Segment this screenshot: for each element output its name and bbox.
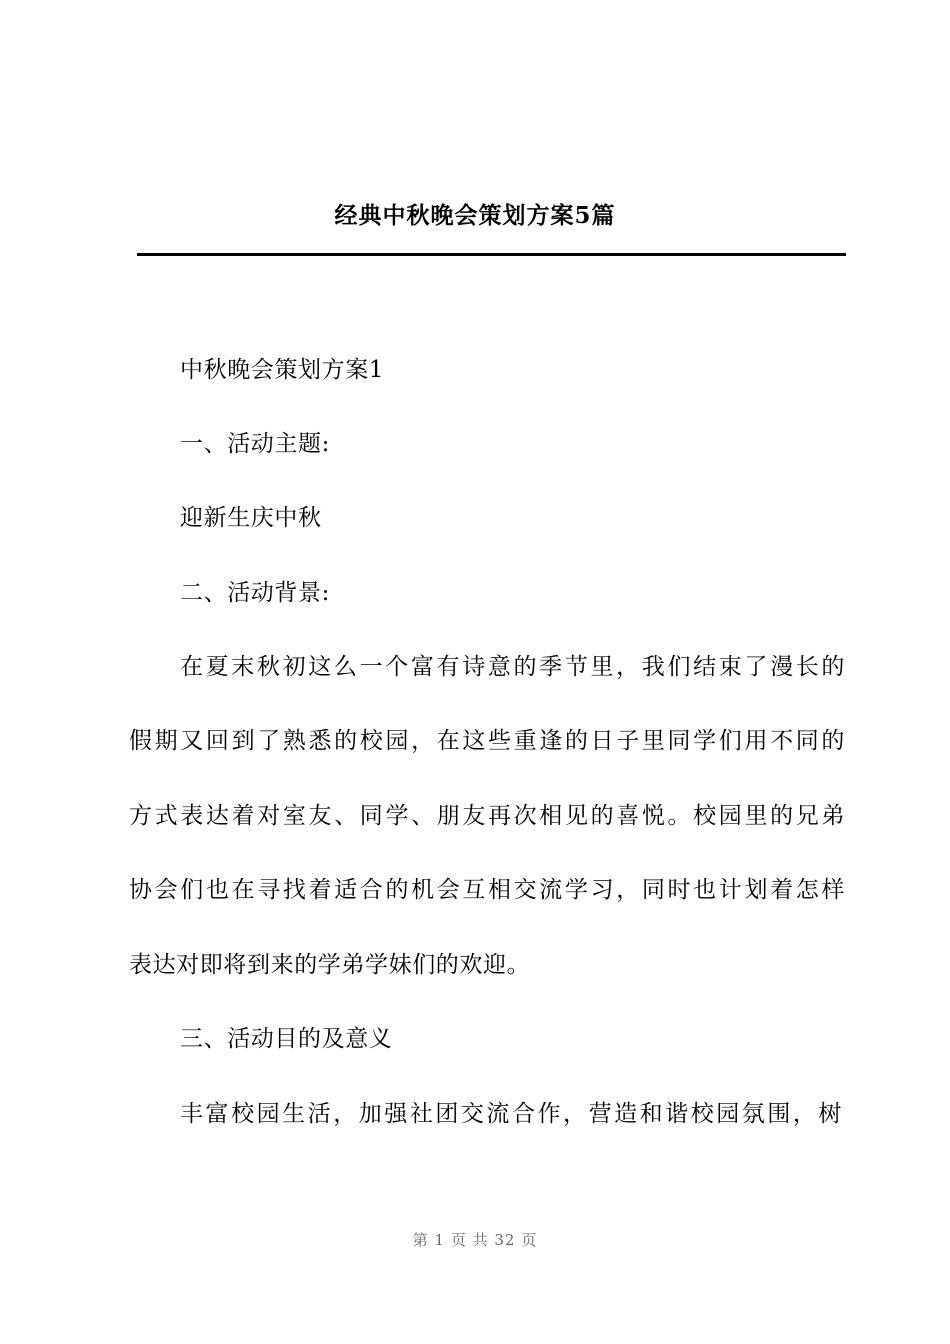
section-heading-background: 二、活动背景:	[180, 580, 330, 606]
paragraph-theme: 迎新生庆中秋	[180, 505, 322, 531]
paragraph-background-line: 在夏末秋初这么一个富有诗意的季节里，我们结束了漫长的	[180, 654, 845, 680]
section-heading-plan-1: 中秋晚会策划方案1	[180, 357, 385, 383]
paragraph-background-line: 表达对即将到来的学弟学妹们的欢迎。	[129, 952, 531, 978]
paragraph-background-line: 方式表达着对室友、同学、朋友再次相见的喜悦。校园里的兄弟	[129, 803, 845, 829]
section-heading-theme: 一、活动主题:	[180, 431, 330, 457]
page-footer: 第 1 页 共 32 页	[412, 1231, 538, 1249]
document-title: 经典中秋晚会策划方案5篇	[334, 202, 616, 229]
section-heading-purpose: 三、活动目的及意义	[180, 1026, 393, 1052]
paragraph-background-line: 假期又回到了熟悉的校园，在这些重逢的日子里同学们用不同的	[129, 728, 845, 754]
paragraph-purpose-line: 丰富校园生活，加强社团交流合作，营造和谐校园氛围，树	[180, 1101, 842, 1127]
paragraph-background-line: 协会们也在寻找着适合的机会互相交流学习，同时也计划着怎样	[129, 877, 845, 903]
title-underline	[137, 253, 846, 256]
